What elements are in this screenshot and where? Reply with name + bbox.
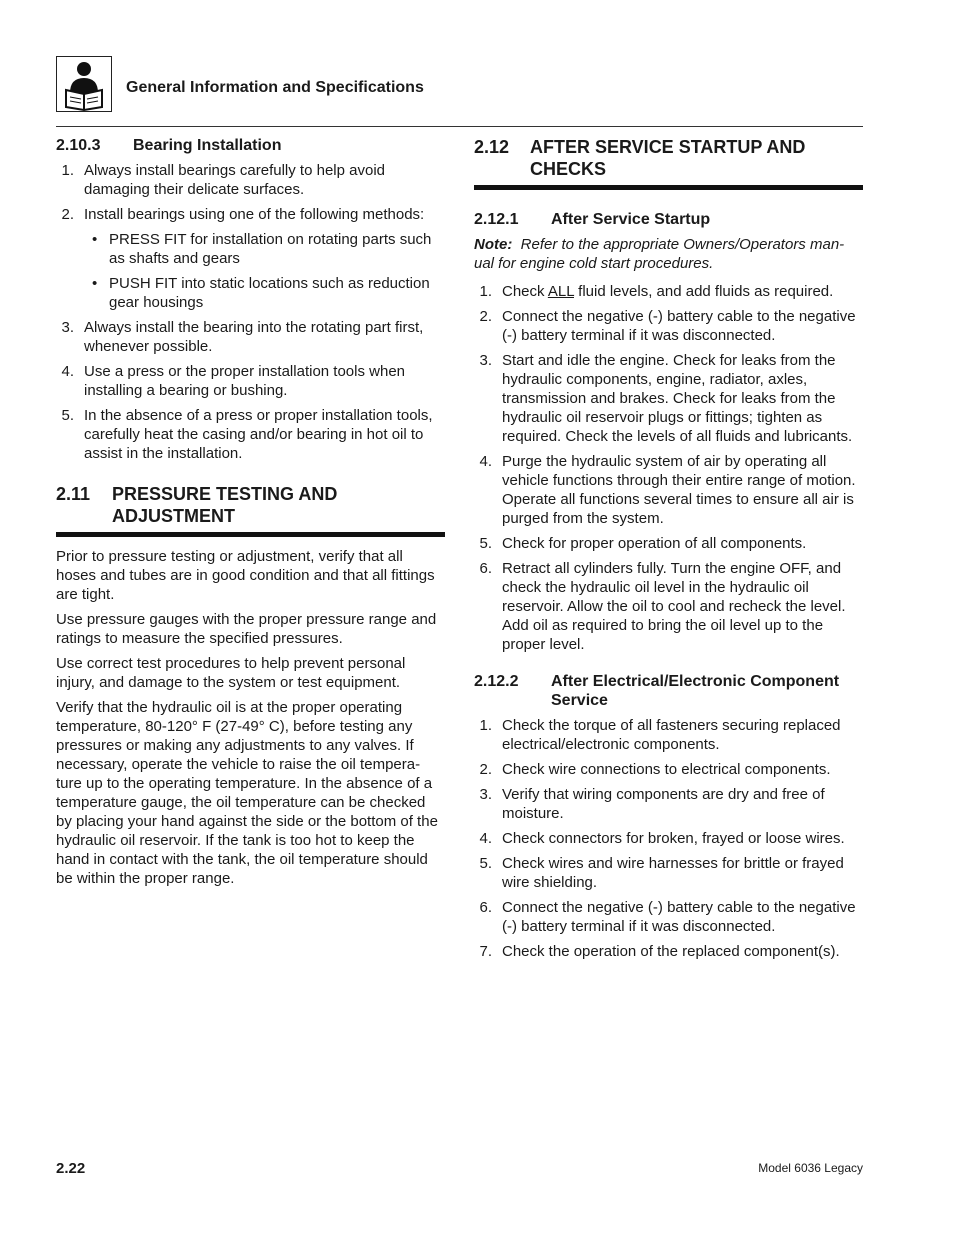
list-item: 4. Check connectors for broken, frayed or loose wires. <box>479 830 845 847</box>
paragraph: Prior to pressure testing or adjustment, verify that all hoses and tubes are in good condition and that all fittings are tight. <box>56 548 435 603</box>
bullet-list <box>56 230 445 312</box>
heading-number: 2.12.2 <box>474 673 519 690</box>
model-label: Model 6036 Legacy <box>758 1161 863 1175</box>
right-column <box>474 136 863 961</box>
manual-reader-icon <box>56 56 112 112</box>
heading-2-11 <box>56 483 445 537</box>
header-divider <box>56 126 863 127</box>
heading-text: Bearing Installation <box>133 137 282 154</box>
list-item: 4. Purge the hydraulic system of air by operating all vehicle functions through their entire range of motion. Operate all functions several times to ensure all air is purged from the system. <box>479 453 856 527</box>
heading-text: After Electrical/Electronic Component Service <box>551 673 840 709</box>
note-text: Refer to the appropriate Owners/Operators man-ual for engine cold start procedures. <box>474 236 845 272</box>
page-header-title: General Information and Specifications <box>126 79 424 96</box>
list-item: 5. In the absence of a press or proper installation tools, carefully heat the casing and/or bearing in hot oil to assist in the installation. <box>61 407 433 462</box>
heading-number: 2.12 <box>474 137 510 157</box>
after-electrical-list <box>474 716 863 961</box>
note-label: Note: <box>474 236 513 253</box>
bullet-item: • PRESS FIT for installation on rotating parts such as shafts and gears <box>92 231 432 267</box>
heading-number: 2.10.3 <box>56 137 101 154</box>
list-item: 4. Use a press or the proper installation tools when installing a bearing or bushing. <box>61 363 406 399</box>
bullet-item: • PUSH FIT into static locations such as reduction gear housings <box>92 275 430 311</box>
heading-2-12-2 <box>474 672 863 710</box>
list-item: 3. Start and idle the engine. Check for leaks from the hydraulic components, engine, radiator, axles, transmission and brakes. Check for leaks from the hydraulic oil reservoir plugs or fittings; tighten as required. Check the levels of all fluids and lubricants. <box>479 352 853 445</box>
list-item: 1. Check the torque of all fasteners securing replaced electrical/electronic components. <box>479 717 841 753</box>
page-number: 2.22 <box>56 1160 86 1177</box>
heading-2-12 <box>474 136 863 190</box>
left-column <box>56 136 445 888</box>
bearing-installation-list <box>56 161 445 463</box>
list-item: 5. Check wires and wire harnesses for brittle or frayed wire shielding. <box>479 855 844 891</box>
paragraph: Use correct test procedures to help prevent personal injury, and damage to the system or test equipment. <box>56 655 406 691</box>
list-item: 5. Check for proper operation of all components. <box>479 535 807 552</box>
heading-2-10-3 <box>56 136 445 155</box>
after-startup-list <box>474 282 863 654</box>
list-item: 2. Install bearings using one of the following methods: • PRESS FIT for installation on rotating parts such as shafts and gears • PUSH FIT into static locations such as reduction gear housings <box>56 205 445 312</box>
paragraph: Verify that the hydraulic oil is at the proper operating temperature, 80-120° F (27-49° C), before testing any pressures or making any adjustments to any valves. If necessary, operate the vehicle to raise the oil tempera-ture up to the operating temperature. In the absence of a temperature gauge, the oil temperature can be checked by placing your hand against the side or the bottom of the hydraulic oil reservoir. If the tank is too hot to keep the hand in contact with the tank, the oil temperature should be within the proper range. <box>56 699 438 887</box>
heading-text: After Service Startup <box>551 211 711 228</box>
list-item: 7. Check the operation of the replaced component(s). <box>479 943 840 960</box>
list-item: 6. Connect the negative (-) battery cable to the negative (-) battery terminal if it was disconnected. <box>479 899 856 935</box>
heading-2-12-1 <box>474 210 863 229</box>
note <box>474 235 863 273</box>
heading-number: 2.11 <box>56 484 91 504</box>
list-item: 1. Check ALL fluid levels, and add fluids as required. <box>479 283 834 300</box>
list-item: 2. Check wire connections to electrical components. <box>479 761 831 778</box>
list-item: 2. Connect the negative (-) battery cable to the negative (-) battery terminal if it was disconnected. <box>479 308 856 344</box>
paragraph: Use pressure gauges with the proper pressure range and ratings to measure the specified pressures. <box>56 611 437 647</box>
list-item: 3. Verify that wiring components are dry and free of moisture. <box>479 786 825 822</box>
list-item: 6. Retract all cylinders fully. Turn the engine OFF, and check the hydraulic oil level in the hydraulic oil reservoir. Allow the oil to cool and recheck the level. Add oil as required to bring the oil level up to the proper level. <box>479 560 846 653</box>
list-item: 1. Always install bearings carefully to help avoid damaging their delicate surfaces. <box>61 162 385 198</box>
heading-text: PRESSURE TESTING AND ADJUSTMENT <box>112 484 338 526</box>
list-item: 3. Always install the bearing into the rotating part first, whenever possible. <box>61 319 424 355</box>
heading-number: 2.12.1 <box>474 211 519 228</box>
heading-text: AFTER SERVICE STARTUP AND CHECKS <box>530 137 806 179</box>
